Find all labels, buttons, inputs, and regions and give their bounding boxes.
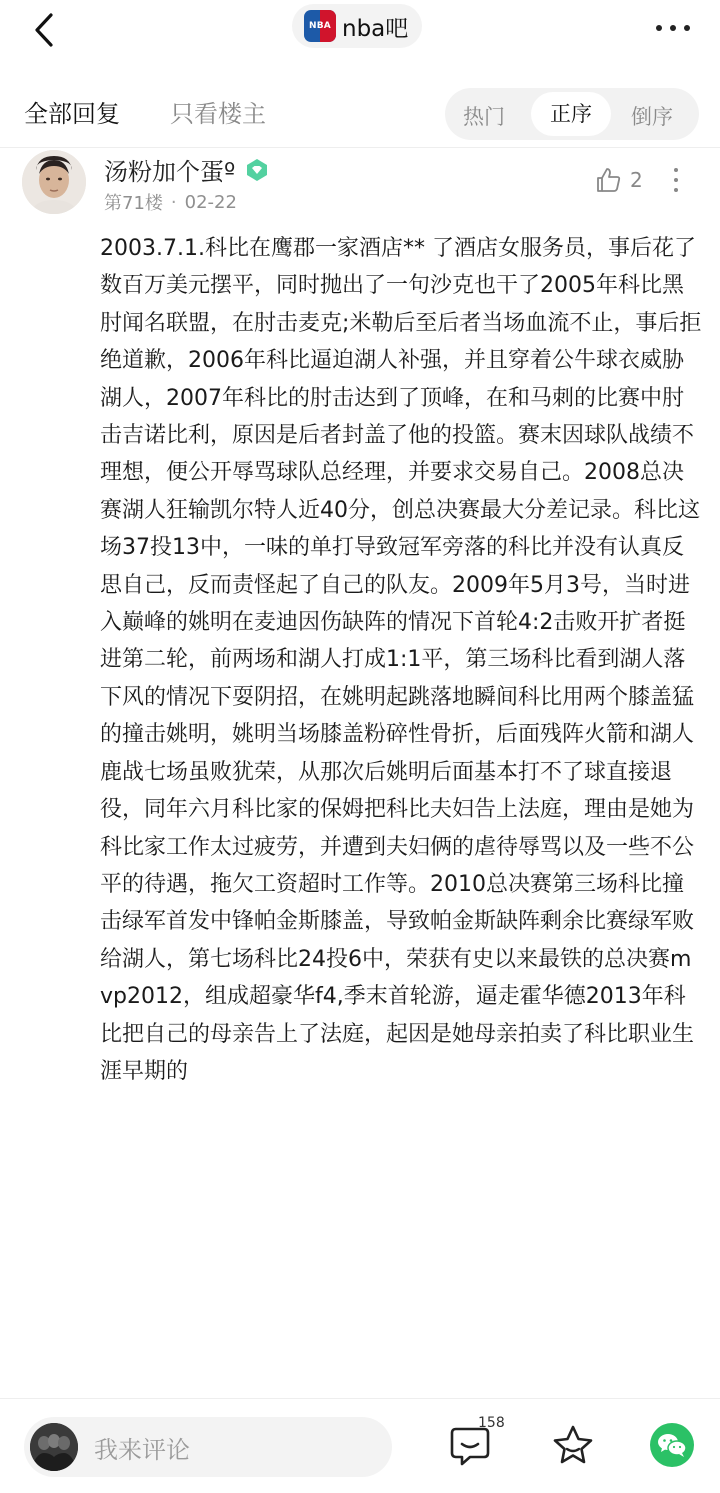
forum-title-pill[interactable] xyxy=(292,4,422,48)
comment-input[interactable] xyxy=(24,1417,392,1477)
nba-logo-text: NBA xyxy=(309,21,331,31)
comment-count: 158 xyxy=(478,1415,505,1431)
username[interactable]: 汤粉加个蛋º xyxy=(104,158,236,186)
more-options-button[interactable] xyxy=(656,10,690,46)
user-avatar[interactable] xyxy=(22,150,86,214)
like-button[interactable] xyxy=(594,166,643,194)
floor-number: 第71楼 xyxy=(104,193,163,214)
level-badge-icon xyxy=(245,158,269,182)
sort-segmented-control xyxy=(445,88,699,140)
wechat-share-button[interactable] xyxy=(650,1423,694,1467)
post-content: 2003.7.1.科比在鹰郡一家酒店** 了酒店女服务员，事后花了数百万美元摆平，同时抛出了一句沙克也干了2005年科比黑肘闻名联盟，在肘击麦克;米勒后至后者当场血流不止，事后拒绝道歉，2006年科比逼迫湖人补强，并且穿着公牛球衣威胁湖人，2007年科比的肘击达到了顶峰，在和马刺的比赛中肘击吉诺比利，原因是后者封盖了他的投篮。赛末因球队战绩不理想，便公开辱骂球队总经理，并要求交易自己。2008总决赛湖人狂输凯尔特人近40分，创总决赛最大分差记录。科比这场37投13中，一味的单打导致冠军旁落的科比并没有认真反思自己，反而责怪起了自己的队友。2009年5月3号，当时进入巅峰的姚明在麦迪因伤缺阵的情况下首轮4:2击败开扩者挺进第二轮，前两场和湖人打成1:1平，第三场科比看到湖人落下风的情况下耍阴招，在姚明起跳落地瞬间科比用两个膝盖猛的撞击姚明，姚明当场膝盖粉碎性骨折，后面残阵火箭和湖人鹿战七场虽败犹荣，从那次后姚明后面基本打不了球直接退役，同年六月科比家的保姆把科比夫妇告上法庭，理由是她为科比家工作太过疲劳，并遭到夫妇俩的虐待辱骂以及一些不公平的待遇，拖欠工资超时工作等。2010总决赛第三场科比撞击绿军首发中锋帕金斯膝盖，导致帕金斯缺阵剩余比赛绿军败给湖人，第七场科比24投6中，荣获有史以来最铁的总决赛mvp2012，组成超豪华f4,季末首轮游，逼走霍华德2013年科比把自己的母亲告上了法庭，起因是她母亲拍卖了科比职业生涯早期的 xyxy=(100,236,702,1084)
current-user-avatar xyxy=(30,1423,78,1471)
sort-hot-option[interactable]: 热门 xyxy=(463,105,505,129)
back-button[interactable] xyxy=(24,6,64,54)
more-vertical-icon xyxy=(674,168,678,172)
sort-descending-option[interactable]: 倒序 xyxy=(631,105,673,129)
comments-button[interactable] xyxy=(448,1425,496,1469)
thumbs-up-icon xyxy=(594,166,622,194)
nba-logo xyxy=(304,10,336,42)
star-icon xyxy=(550,1423,596,1469)
meta-separator: · xyxy=(170,191,177,213)
divider xyxy=(0,147,720,148)
top-navigation-bar xyxy=(0,0,720,60)
post-date: 02-22 xyxy=(184,191,237,213)
forum-name: nba吧 xyxy=(342,15,409,42)
sort-ascending-option[interactable]: 正序 xyxy=(531,92,611,136)
comment-placeholder: 我来评论 xyxy=(94,1435,190,1464)
chevron-left-icon xyxy=(33,12,55,48)
comment-bubble-icon xyxy=(448,1425,492,1467)
bottom-action-bar xyxy=(0,1398,720,1493)
like-count: 2 xyxy=(630,168,643,192)
post-meta xyxy=(104,189,237,215)
post-more-button[interactable] xyxy=(674,168,678,192)
favorite-button[interactable] xyxy=(550,1423,596,1469)
wechat-icon xyxy=(657,1432,687,1458)
tab-only-op[interactable]: 只看楼主 xyxy=(170,100,266,128)
more-horizontal-icon xyxy=(656,25,662,31)
tab-all-replies[interactable]: 全部回复 xyxy=(24,100,120,128)
username-row xyxy=(104,152,269,187)
reply-filter-bar xyxy=(0,80,720,144)
